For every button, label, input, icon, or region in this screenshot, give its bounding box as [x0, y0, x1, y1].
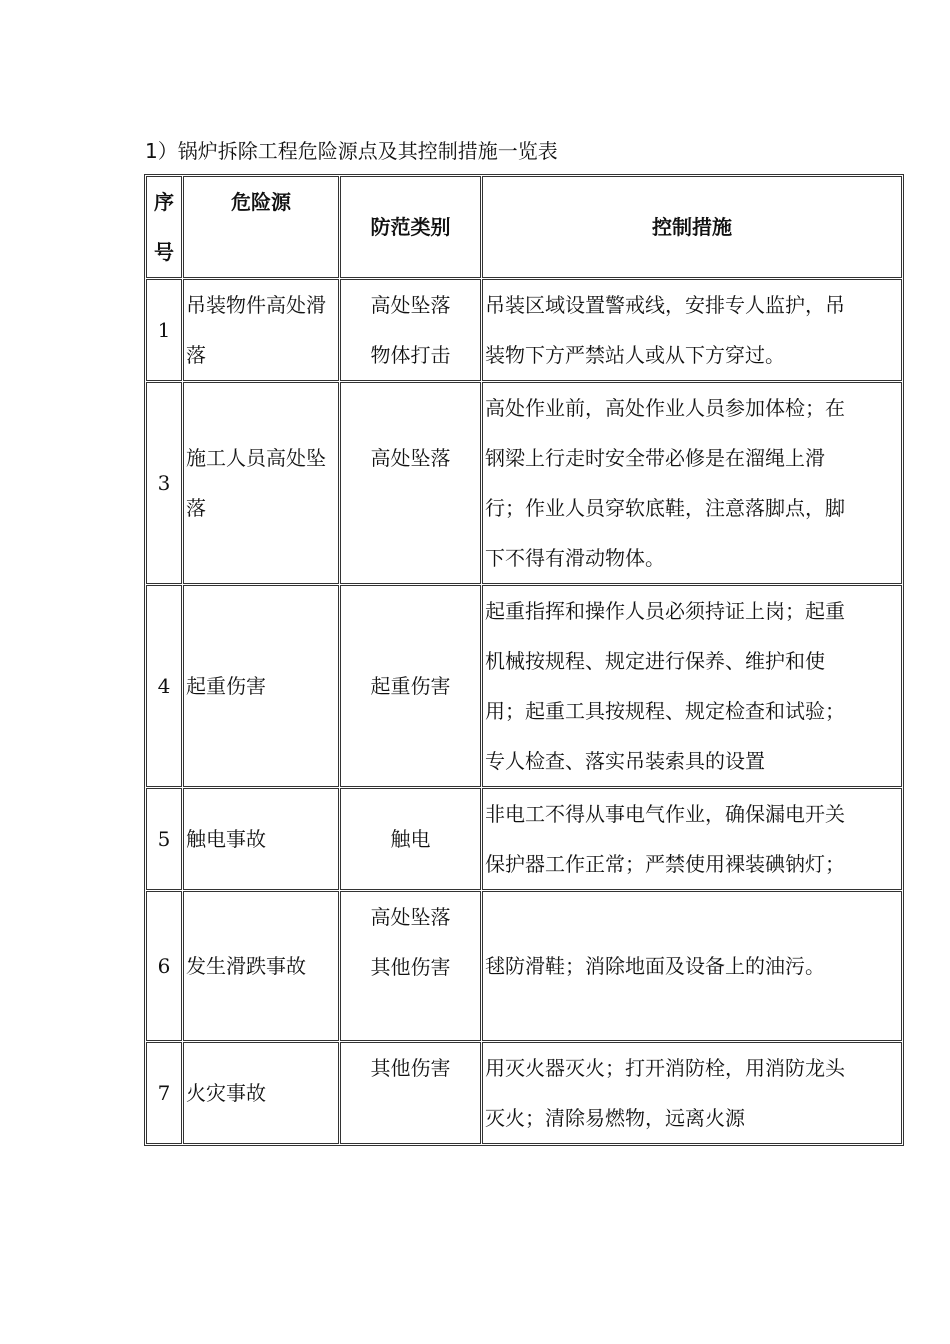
table-row	[146, 891, 902, 1041]
prevention-category-cell	[340, 585, 481, 787]
prevention-category-line: 其他伤害	[370, 1056, 451, 1080]
control-measures-line: 非电工不得从事电气作业，确保漏电开关	[485, 802, 845, 826]
control-measures-cell	[482, 1042, 902, 1144]
table-row	[146, 382, 902, 584]
control-measures-line: 装物下方严禁站人或从下方穿过。	[485, 343, 785, 367]
hazard-source-line: 触电事故	[186, 827, 266, 851]
hazard-source-line: 火灾事故	[186, 1081, 266, 1105]
hazard-control-table	[144, 174, 904, 1146]
prevention-category-line: 高处坠落	[370, 905, 451, 929]
control-measures-line: 用；起重工具按规程、规定检查和试验；	[485, 699, 845, 723]
hazard-source-cell	[183, 1042, 339, 1144]
document-title: 1）锅炉拆除工程危险源点及其控制措施一览表	[145, 139, 558, 163]
table-row	[146, 279, 902, 381]
hazard-source-cell	[183, 279, 339, 381]
table-row	[146, 788, 902, 890]
prevention-category-cell	[340, 382, 481, 584]
hazard-source-line: 发生滑跌事故	[186, 954, 306, 978]
control-measures-line: 保护器工作正常；严禁使用裸装碘钠灯；	[485, 852, 845, 876]
prevention-category-line: 其他伤害	[370, 955, 451, 979]
row-number: 7	[146, 1042, 182, 1144]
prevention-category-cell	[340, 1042, 481, 1144]
row-number: 6	[146, 891, 182, 1041]
control-measures-line: 下不得有滑动物体。	[485, 546, 665, 570]
control-measures-cell	[482, 788, 902, 890]
hazard-source-cell	[183, 382, 339, 584]
prevention-category-line: 触电	[390, 827, 431, 851]
prevention-category-line: 物体打击	[370, 343, 451, 367]
control-measures-cell	[482, 382, 902, 584]
header-serial-line-2: 号	[154, 240, 174, 264]
table-row	[146, 1042, 902, 1144]
hazard-source-line: 落	[186, 343, 206, 367]
table-row	[146, 585, 902, 787]
control-measures-cell	[482, 891, 902, 1041]
row-number: 3	[146, 382, 182, 584]
hazard-source-cell	[183, 891, 339, 1041]
control-measures-line: 行；作业人员穿软底鞋，注意落脚点，脚	[485, 496, 845, 520]
header-control-measures: 控制措施	[482, 176, 902, 278]
hazard-source-line: 起重伤害	[186, 674, 266, 698]
hazard-source-cell	[183, 788, 339, 890]
prevention-category-line: 高处坠落	[370, 446, 451, 470]
control-measures-cell	[482, 279, 902, 381]
hazard-source-line: 吊装物件高处滑	[186, 293, 326, 317]
control-measures-line: 灭火；清除易燃物，远离火源	[485, 1106, 745, 1130]
control-measures-line: 机械按规程、规定进行保养、维护和使	[485, 649, 825, 673]
hazard-source-cell	[183, 585, 339, 787]
header-serial-number	[146, 176, 182, 278]
control-measures-line: 钢梁上行走时安全带必修是在溜绳上滑	[485, 446, 825, 470]
control-measures-line: 毬防滑鞋；消除地面及设备上的油污。	[485, 954, 825, 978]
table-header-row	[146, 176, 902, 278]
header-prevention-category: 防范类别	[340, 176, 481, 278]
control-measures-line: 起重指挥和操作人员必须持证上岗；起重	[485, 599, 845, 623]
hazard-source-line: 施工人员高处坠	[186, 446, 326, 470]
prevention-category-cell	[340, 279, 481, 381]
row-number: 4	[146, 585, 182, 787]
header-serial-line-1: 序	[154, 190, 174, 214]
control-measures-line: 高处作业前，高处作业人员参加体检；在	[485, 396, 845, 420]
row-number: 5	[146, 788, 182, 890]
control-measures-line: 吊装区域设置警戒线，安排专人监护，吊	[485, 293, 845, 317]
control-measures-line: 专人检查、落实吊装索具的设置	[485, 749, 765, 773]
prevention-category-cell	[340, 891, 481, 1041]
control-measures-line: 用灭火器灭火；打开消防栓，用消防龙头	[485, 1056, 845, 1080]
prevention-category-line: 起重伤害	[370, 674, 451, 698]
row-number: 1	[146, 279, 182, 381]
prevention-category-line: 高处坠落	[370, 293, 451, 317]
control-measures-cell	[482, 585, 902, 787]
prevention-category-cell	[340, 788, 481, 890]
header-hazard-source: 危险源	[183, 176, 339, 278]
hazard-source-line: 落	[186, 496, 206, 520]
